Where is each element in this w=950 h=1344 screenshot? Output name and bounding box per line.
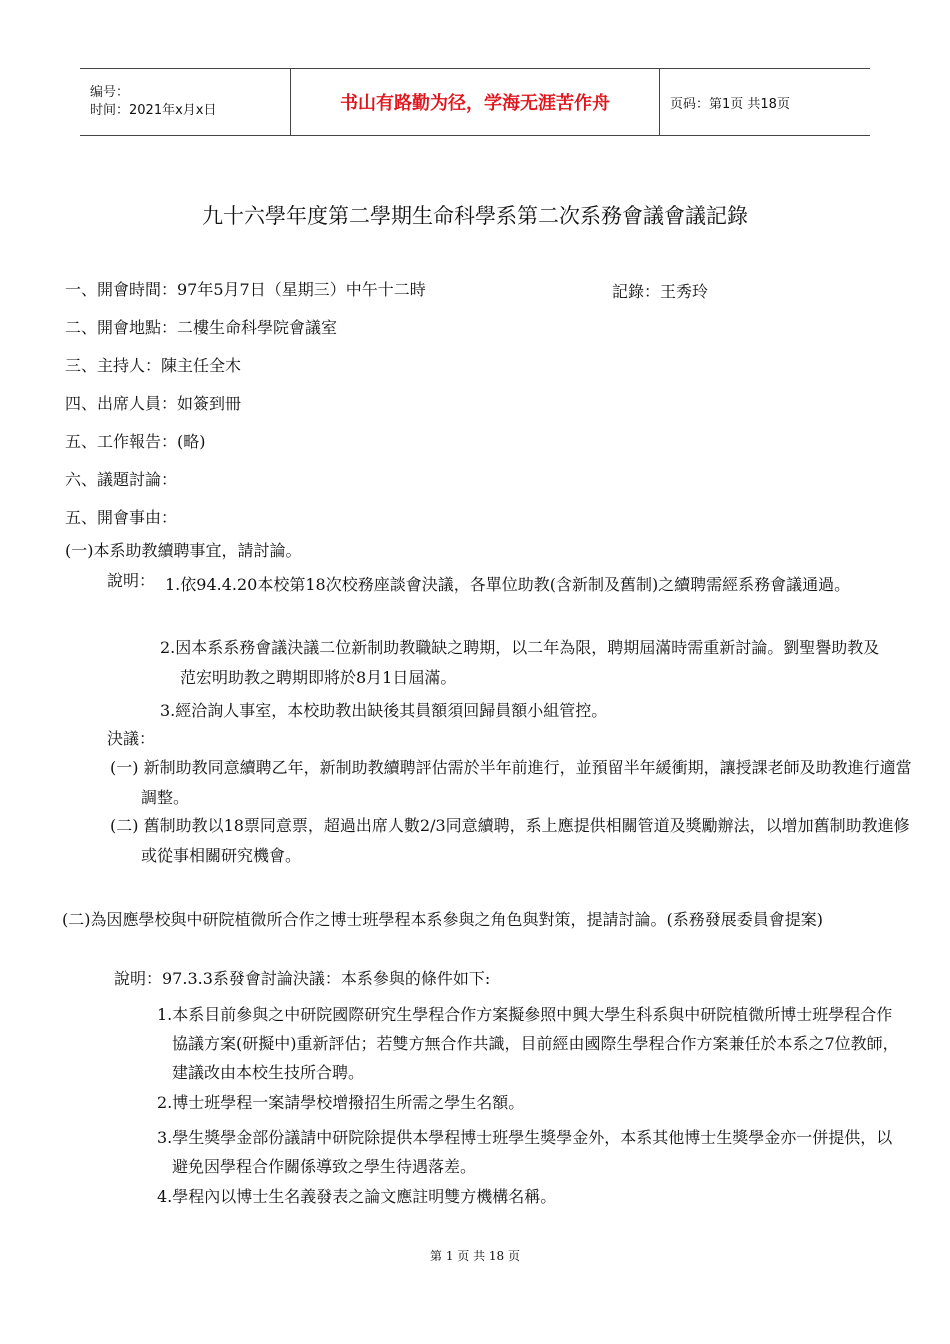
- item-work-report: 五、工作報告：(略): [65, 432, 206, 451]
- section1-explain-3: 3.經洽詢人事室，本校助教出缺後其員額須回歸員額小組管控。: [160, 701, 608, 720]
- recorder: 記錄：王秀玲: [612, 282, 709, 301]
- section1-explain-1: 1.依94.4.20本校第18次校務座談會決議，各單位助教(含新制及舊制)之續聘需經系務會議通過。: [165, 575, 851, 594]
- section2-heading: (二)為因應學校與中研院植微所合作之博士班學程本系參與之角色與對策，提請討論。(系務發展委員會提案): [62, 910, 823, 929]
- section2-explain: 說明：97.3.3系發會討論決議：本系參與的條件如下:: [114, 969, 491, 988]
- item-meeting-matters: 五、開會事由：: [65, 508, 178, 527]
- motto: 书山有路勤为径，学海无涯苦作舟: [291, 69, 660, 136]
- document-title: 九十六學年度第二學期生命科學系第二次系務會議會議記錄: [202, 204, 748, 228]
- document-header: [80, 68, 870, 136]
- item-attendees: 四、出席人員：如簽到冊: [65, 394, 242, 413]
- header-meta: [80, 69, 291, 136]
- item-meeting-time: 一、開會時間：97年5月7日（星期三）中午十二時: [65, 280, 426, 299]
- date-label: 时间：2021年x月x日: [90, 103, 217, 118]
- section2-point-3: 3.學生獎學金部份議請中研院除提供本學程博士班學生獎學金外，本系其他博士生獎學金亦一併提供，以避免因學程合作關係導致之學生待遇落差。: [157, 1128, 893, 1176]
- section1-explain-2: 2.因本系系務會議決議二位新制助教職缺之聘期，以二年為限，聘期屆滿時需重新討論。劉聖譽助教及范宏明助教之聘期即將於8月1日屆滿。: [160, 638, 880, 687]
- page-label: 页码：第1页 共18页: [660, 69, 871, 136]
- item-discussion: 六、議題討論：: [65, 470, 178, 489]
- item-chair: 三、主持人：陳主任全木: [65, 356, 242, 375]
- number-label: 编号：: [90, 85, 130, 100]
- page-footer: 第 1 页 共 18 页: [430, 1249, 520, 1263]
- section2-point-2: 2.博士班學程一案請學校增撥招生所需之學生名額。: [157, 1093, 525, 1112]
- item-meeting-place: 二、開會地點：二樓生命科學院會議室: [65, 318, 338, 337]
- section1-decision-2: (二) 舊制助教以18票同意票，超過出席人數2/3同意續聘，系上應提供相關管道及獎勵辦法，以增加舊制助教進修或從事相關研究機會。: [110, 816, 910, 865]
- section2-point-4: 4.學程內以博士生名義發表之論文應註明雙方機構名稱。: [157, 1187, 557, 1206]
- section1-decision-label: 決議：: [107, 729, 156, 748]
- section1-decision-1: (一) 新制助教同意續聘乙年，新制助教續聘評估需於半年前進行，並預留半年緩衝期，讓授課老師及助教進行適當調整。: [110, 758, 912, 807]
- section1-heading: (一)本系助教續聘事宜，請討論。: [65, 541, 302, 560]
- section2-point-1: 1.本系目前參與之中研院國際研究生學程合作方案擬參照中興大學生科系與中研院植微所博士班學程合作協議方案(研擬中)重新評估；若雙方無合作共識，目前經由國際生學程合作方案兼任於本系之7位教師，建議改由本校生技所合聘。: [157, 1005, 899, 1082]
- section1-explain-label: 說明：: [107, 571, 156, 590]
